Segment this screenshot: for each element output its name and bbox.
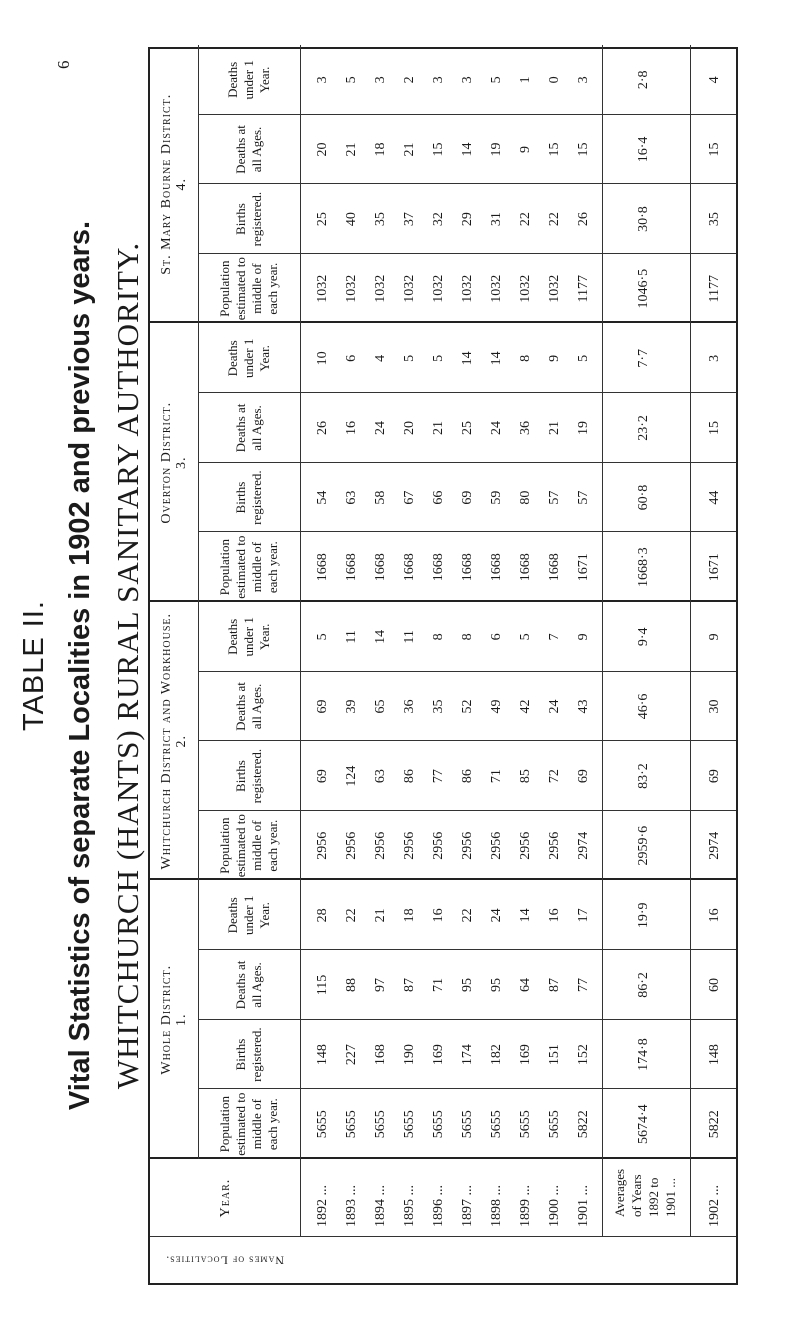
table-cell: 3 [431, 76, 446, 84]
group-title [154, 324, 194, 603]
table-cell: 2956 [315, 831, 330, 860]
table-cell: 6 [489, 633, 504, 641]
table-cell: 87 [547, 977, 562, 992]
table-cell: 26 [576, 212, 591, 227]
table-cell: 63 [344, 490, 359, 505]
table-cell: 95 [489, 977, 504, 992]
table-cell: 8 [431, 633, 446, 641]
table-cell: 5655 [460, 1110, 475, 1139]
year-label: 1892 ... [315, 1185, 330, 1227]
table-cell: 21 [431, 420, 446, 435]
table-cell: 190 [402, 1044, 417, 1066]
table-cell: 182 [489, 1044, 504, 1066]
table-cell: 2956 [431, 831, 446, 860]
table-cell: 4 [373, 354, 388, 362]
column-header: Births registered. [233, 1027, 264, 1082]
table-cell: 1668 [431, 553, 446, 582]
table-cell: 9 [576, 633, 591, 641]
table-cell: 67 [402, 490, 417, 505]
table-cell: 169 [518, 1044, 533, 1066]
table-cell: 25 [460, 420, 475, 435]
table-cell: 39 [344, 699, 359, 714]
year-label: 1897 ... [460, 1185, 475, 1227]
table-cell: 1032 [402, 274, 417, 303]
column-header: Deaths under 1 Year. [225, 338, 272, 378]
table-cell: 57 [576, 490, 591, 505]
table-cell: 20 [402, 420, 417, 435]
final-cell: 35 [707, 212, 722, 227]
table-cell: 69 [315, 769, 330, 784]
table-cell: 21 [402, 142, 417, 157]
table-cell: 69 [576, 769, 591, 784]
table-cell: 2956 [344, 831, 359, 860]
table-cell: 15 [547, 142, 562, 157]
group-name: Whitchurch District and Workhouse. [159, 613, 174, 870]
final-cell: 60 [707, 977, 722, 992]
table-cell: 28 [315, 908, 330, 923]
column-header: Deaths at all Ages. [233, 682, 264, 731]
table-cell: 115 [315, 974, 330, 996]
table-cell: 2974 [576, 831, 591, 860]
table-cell: 15 [576, 142, 591, 157]
table-cell: 2956 [518, 831, 533, 860]
table-cell: 1032 [373, 274, 388, 303]
table-cell: 87 [402, 977, 417, 992]
table-cell: 10 [315, 351, 330, 366]
table-cell: 11 [344, 630, 359, 644]
table-cell: 69 [315, 699, 330, 714]
table-cell: 24 [373, 420, 388, 435]
table-cell: 19 [489, 142, 504, 157]
table-cell: 1668 [547, 553, 562, 582]
table-cell: 22 [344, 908, 359, 923]
table-cell: 2956 [402, 831, 417, 860]
table-cell: 59 [489, 490, 504, 505]
group-title [154, 45, 194, 324]
table-cell: 95 [460, 977, 475, 992]
year-label: 1899 ... [518, 1185, 533, 1227]
group-name: Overton District. [159, 401, 174, 524]
average-cell: 2·8 [636, 70, 651, 90]
averages-label-line: of Years [629, 1174, 644, 1217]
table-cell: 80 [518, 490, 533, 505]
table-cell: 1668 [460, 553, 475, 582]
table-cell: 22 [518, 212, 533, 227]
table-cell: 1 [518, 76, 533, 84]
final-cell: 44 [707, 490, 722, 505]
table-cell: 1668 [518, 553, 533, 582]
average-cell: 16·4 [636, 136, 651, 163]
average-cell: 83·2 [636, 763, 651, 789]
average-cell: 19·9 [636, 902, 651, 929]
table-cell: 24 [547, 699, 562, 714]
table-subtitle: Vital Statistics of separate Localities in 1902 and previous years. [64, 220, 96, 1111]
table-cell: 1668 [315, 553, 330, 582]
table-cell: 21 [344, 142, 359, 157]
final-cell: 1671 [707, 553, 722, 582]
table-cell: 88 [344, 977, 359, 992]
table-cell: 14 [460, 142, 475, 157]
table-cell: 64 [518, 977, 533, 992]
average-cell: 5674·4 [636, 1104, 651, 1145]
final-cell: 9 [707, 633, 722, 641]
group-number: 1. [174, 1013, 189, 1026]
averages-label-line: 1892 to [646, 1177, 661, 1217]
table-cell: 43 [576, 699, 591, 714]
table-cell: 65 [373, 699, 388, 714]
average-cell: 2959·6 [636, 825, 651, 866]
authority-title: WHITCHURCH (HANTS) RURAL SANITARY AUTHORITY. [110, 241, 145, 1090]
table-cell: 7 [547, 633, 562, 641]
table-cell: 1032 [489, 274, 504, 303]
table-cell: 5 [518, 633, 533, 641]
table-cell: 71 [489, 769, 504, 784]
final-cell: 5822 [707, 1110, 722, 1139]
column-header: Births registered. [233, 191, 264, 247]
group-title-rule [198, 45, 199, 1159]
year-header: Year. [217, 1178, 233, 1218]
table-cell: 58 [373, 490, 388, 505]
table-cell: 21 [373, 908, 388, 923]
table-cell: 2956 [547, 831, 562, 860]
table-cell: 17 [576, 908, 591, 923]
table-cell: 57 [547, 490, 562, 505]
table-cell: 1668 [402, 553, 417, 582]
table-cell: 35 [373, 212, 388, 227]
table-cell: 1032 [518, 274, 533, 303]
final-top-rule [690, 45, 691, 1237]
year-label: 1895 ... [402, 1185, 417, 1227]
table-cell: 32 [431, 212, 446, 227]
table-cell: 18 [373, 142, 388, 157]
vital-statistics-table [148, 47, 738, 1285]
table-cell: 14 [489, 351, 504, 366]
averages-top-rule [602, 45, 603, 1237]
final-cell: 69 [707, 769, 722, 784]
table-cell: 5 [315, 633, 330, 641]
average-cell: 86·2 [636, 972, 651, 998]
table-cell: 5 [489, 76, 504, 84]
table-cell: 36 [402, 699, 417, 714]
table-cell: 227 [344, 1044, 359, 1066]
table-cell: 26 [315, 420, 330, 435]
column-header: Population estimated to middle of each year. [217, 257, 280, 321]
year-label: 1900 ... [547, 1185, 562, 1227]
table-cell: 63 [373, 769, 388, 784]
table-cell: 3 [315, 76, 330, 84]
average-cell: 1668·3 [636, 547, 651, 588]
table-cell: 5655 [547, 1110, 562, 1139]
final-cell: 3 [707, 354, 722, 362]
table-cell: 16 [547, 908, 562, 923]
table-cell: 69 [460, 490, 475, 505]
table-title: TABLE II. [18, 600, 50, 731]
average-cell: 1046·5 [636, 268, 651, 309]
table-cell: 9 [547, 354, 562, 362]
final-cell: 15 [707, 142, 722, 157]
table-cell: 54 [315, 490, 330, 505]
table-cell: 1032 [344, 274, 359, 303]
final-year-label: 1902 ... [707, 1185, 722, 1227]
table-cell: 85 [518, 769, 533, 784]
column-header: Deaths at all Ages. [233, 125, 264, 174]
table-cell: 3 [460, 76, 475, 84]
average-cell: 23·2 [636, 415, 651, 441]
table-cell: 49 [489, 699, 504, 714]
column-header: Deaths under 1 Year. [225, 617, 272, 657]
table-cell: 71 [431, 977, 446, 992]
final-cell: 2974 [707, 831, 722, 860]
table-cell: 5655 [402, 1110, 417, 1139]
table-cell: 37 [402, 212, 417, 227]
table-cell: 1671 [576, 553, 591, 582]
group-title [154, 602, 194, 881]
table-cell: 1668 [373, 553, 388, 582]
table-cell: 11 [402, 630, 417, 644]
averages-label-line: Averages [612, 1168, 627, 1217]
table-cell: 1668 [344, 553, 359, 582]
table-cell: 29 [460, 212, 475, 227]
table-cell: 3 [373, 76, 388, 84]
table-cell: 5 [431, 354, 446, 362]
column-header: Population estimated to middle of each year. [217, 535, 280, 599]
group-name: St. Mary Bourne District. [159, 93, 174, 275]
table-cell: 72 [547, 769, 562, 784]
table-cell: 66 [431, 490, 446, 505]
table-cell: 5655 [518, 1110, 533, 1139]
column-header: Deaths under 1 Year. [225, 60, 272, 100]
table-cell: 2956 [489, 831, 504, 860]
column-header: Deaths at all Ages. [233, 960, 264, 1010]
table-cell: 86 [460, 769, 475, 784]
average-cell: 30·8 [636, 206, 651, 232]
table-cell: 2956 [460, 831, 475, 860]
column-header: Population estimated to middle of each year. [217, 814, 280, 878]
final-cell: 148 [707, 1044, 722, 1066]
header-rule [300, 45, 301, 1237]
table-cell: 20 [315, 142, 330, 157]
table-cell: 25 [315, 212, 330, 227]
group-number: 3. [174, 456, 189, 469]
table-cell: 1032 [315, 274, 330, 303]
table-cell: 18 [402, 908, 417, 923]
column-header: Births registered. [233, 470, 264, 525]
table-cell: 77 [576, 977, 591, 992]
year-label: 1893 ... [344, 1185, 359, 1227]
year-label: 1894 ... [373, 1185, 388, 1227]
table-cell: 5655 [373, 1110, 388, 1139]
names-of-localities-header: Names of Localities. [165, 1253, 285, 1268]
table-cell: 42 [518, 699, 533, 714]
group-name: Whole District. [159, 964, 174, 1075]
table-cell: 1177 [576, 274, 591, 303]
table-cell: 97 [373, 977, 388, 992]
final-cell: 4 [707, 76, 722, 84]
table-cell: 24 [489, 420, 504, 435]
table-cell: 31 [489, 212, 504, 227]
table-cell: 2 [402, 76, 417, 84]
average-cell: 174·8 [636, 1038, 651, 1071]
column-header: Deaths at all Ages. [233, 403, 264, 453]
final-cell: 15 [707, 420, 722, 435]
final-cell: 1177 [707, 274, 722, 303]
table-cell: 124 [344, 765, 359, 787]
year-label: 1898 ... [489, 1185, 504, 1227]
column-header: Population estimated to middle of each year. [217, 1092, 280, 1156]
table-cell: 151 [547, 1044, 562, 1066]
average-cell: 60·8 [636, 484, 651, 511]
table-cell: 16 [431, 908, 446, 923]
table-cell: 9 [518, 145, 533, 153]
table-cell: 21 [547, 420, 562, 435]
table-cell: 5655 [489, 1110, 504, 1139]
table-cell: 168 [373, 1044, 388, 1066]
table-cell: 148 [315, 1044, 330, 1066]
table-cell: 3 [576, 76, 591, 84]
table-cell: 0 [547, 76, 562, 84]
table-cell: 174 [460, 1044, 475, 1066]
table-cell: 6 [344, 354, 359, 362]
table-cell: 5655 [431, 1110, 446, 1139]
averages-label-line: 1901 ... [663, 1178, 678, 1217]
final-cell: 16 [707, 908, 722, 923]
table-cell: 5 [402, 354, 417, 362]
table-cell: 152 [576, 1044, 591, 1066]
table-cell: 2956 [373, 831, 388, 860]
table-cell: 1032 [460, 274, 475, 303]
table-cell: 1032 [547, 274, 562, 303]
table-cell: 8 [518, 354, 533, 362]
table-cell: 19 [576, 420, 591, 435]
table-cell: 22 [547, 212, 562, 227]
table-cell: 14 [460, 351, 475, 366]
table-cell: 5655 [344, 1110, 359, 1139]
table-cell: 35 [431, 699, 446, 714]
table-cell: 5822 [576, 1110, 591, 1139]
column-header: Births registered. [233, 748, 264, 804]
average-cell: 9·4 [636, 627, 651, 647]
group-title [154, 881, 194, 1160]
table-cell: 1032 [431, 274, 446, 303]
table-cell: 40 [344, 212, 359, 227]
table-cell: 15 [431, 142, 446, 157]
table-cell: 16 [344, 420, 359, 435]
table-cell: 169 [431, 1044, 446, 1066]
page-number: 6 [54, 60, 73, 69]
column-header: Deaths under 1 Year. [225, 895, 272, 935]
table-cell: 5 [344, 76, 359, 84]
average-cell: 7·7 [636, 348, 651, 368]
group-number: 4. [174, 178, 189, 191]
final-cell: 30 [707, 699, 722, 714]
year-label: 1896 ... [431, 1185, 446, 1227]
table-cell: 5655 [315, 1110, 330, 1139]
table-cell: 5 [576, 354, 591, 362]
table-cell: 8 [460, 633, 475, 641]
table-cell: 77 [431, 769, 446, 784]
year-label: 1901 ... [576, 1185, 591, 1227]
table-cell: 1668 [489, 553, 504, 582]
table-cell: 14 [373, 629, 388, 644]
average-cell: 46·6 [636, 693, 651, 720]
table-cell: 24 [489, 908, 504, 923]
table-cell: 86 [402, 769, 417, 784]
table-cell: 36 [518, 420, 533, 435]
table-cell: 22 [460, 908, 475, 923]
table-cell: 52 [460, 699, 475, 714]
table-cell: 14 [518, 908, 533, 923]
group-number: 2. [174, 735, 189, 748]
